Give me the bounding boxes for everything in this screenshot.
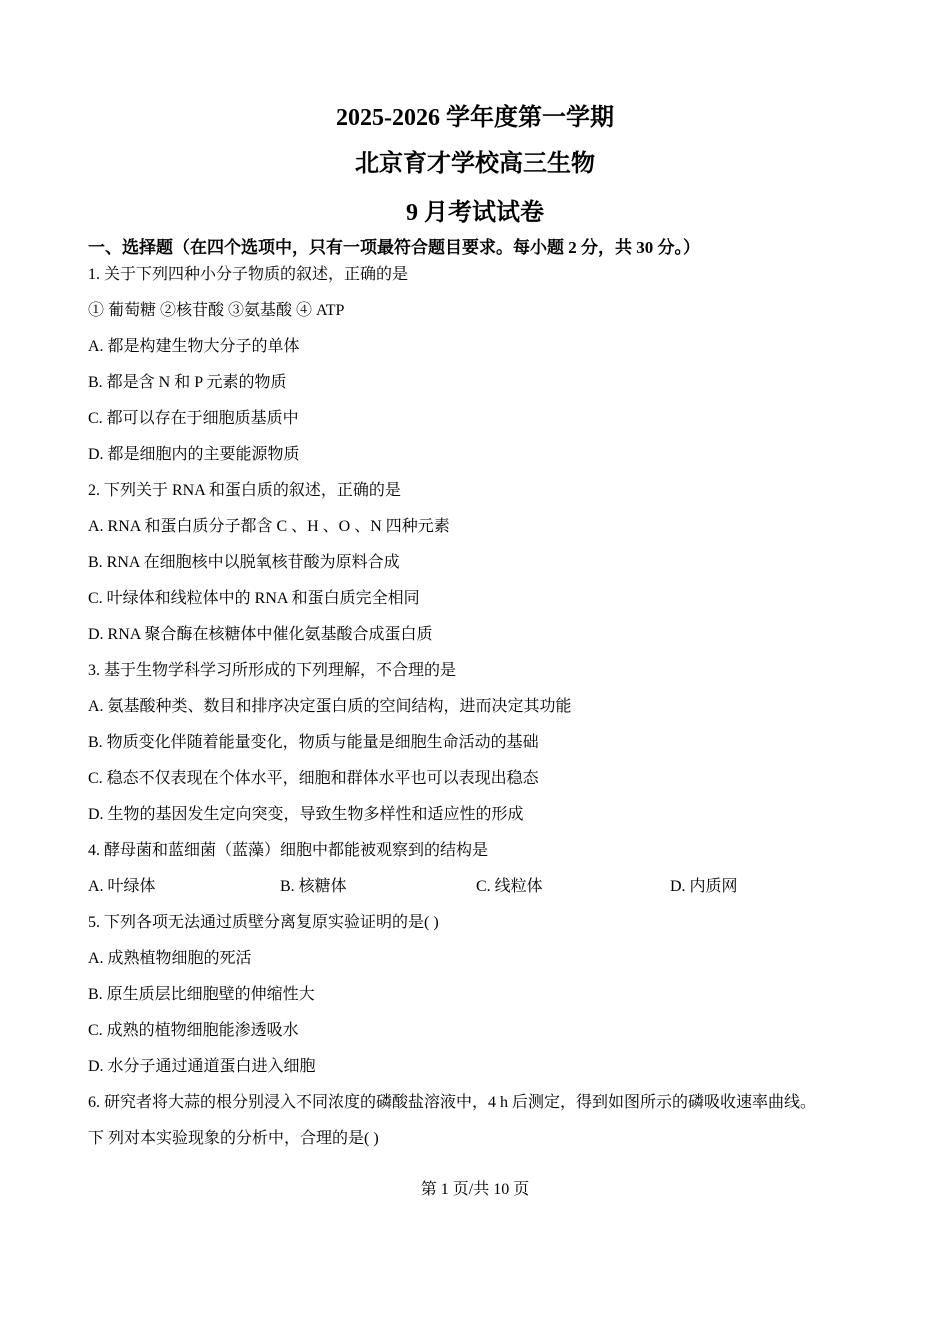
- text-line: B. 都是含 N 和 P 元素的物质: [88, 374, 287, 391]
- text-line: D. 水分子通过通道蛋白进入细胞: [88, 1058, 316, 1075]
- questions: [88, 257, 816, 1157]
- q4-option-d: D. 内质网: [670, 878, 738, 895]
- text-line: 1. 关于下列四种小分子物质的叙述，正确的是: [88, 266, 409, 283]
- q4-option-c: C. 线粒体: [476, 878, 543, 895]
- q4-option-a: A. 叶绿体: [88, 878, 156, 895]
- text-line: ① 葡萄糖 ②核苷酸 ③氨基酸 ④ ATP: [88, 302, 345, 319]
- text-line: 下 列对本实验现象的分析中，合理的是( ): [88, 1130, 379, 1147]
- q4-options: [88, 869, 816, 905]
- text-line: C. 稳态不仅表现在个体水平，细胞和群体水平也可以表现出稳态: [88, 770, 539, 787]
- text-line: 6. 研究者将大蒜的根分别浸入不同浓度的磷酸盐溶液中，4 h 后测定，得到如图所示的磷吸收速率曲线。: [88, 1094, 817, 1111]
- text-line: A. 都是构建生物大分子的单体: [88, 338, 300, 355]
- text-line: 5. 下列各项无法通过质壁分离复原实验证明的是( ): [88, 914, 439, 931]
- text-line: C. 都可以存在于细胞质基质中: [88, 410, 299, 427]
- text-line: C. 成熟的植物细胞能渗透吸水: [88, 1022, 299, 1039]
- text-line: A. RNA 和蛋白质分子都含 C 、H 、O 、N 四种元素: [88, 518, 450, 535]
- text-line: 3. 基于生物学科学习所形成的下列理解，不合理的是: [88, 662, 457, 679]
- text-line: B. 原生质层比细胞壁的伸缩性大: [88, 986, 315, 1003]
- page-footer: 第 1 页/共 10 页: [420, 1181, 530, 1198]
- text-line: D. 生物的基因发生定向突变，导致生物多样性和适应性的形成: [88, 806, 524, 823]
- text-line: D. RNA 聚合酶在核糖体中催化氨基酸合成蛋白质: [88, 626, 433, 643]
- title-line-3: 9 月考试试卷: [406, 200, 544, 226]
- text-line: C. 叶绿体和线粒体中的 RNA 和蛋白质完全相同: [88, 590, 420, 607]
- q4-option-b: B. 核糖体: [280, 878, 347, 895]
- text-line: A. 氨基酸种类、数目和排序决定蛋白质的空间结构，进而决定其功能: [88, 698, 572, 715]
- title-line-1: 2025-2026 学年度第一学期: [336, 105, 614, 131]
- text-line: 2. 下列关于 RNA 和蛋白质的叙述，正确的是: [88, 482, 401, 499]
- text-line: B. 物质变化伴随着能量变化，物质与能量是细胞生命活动的基础: [88, 734, 539, 751]
- text-line: 4. 酵母菌和蓝细菌（蓝藻）细胞中都能被观察到的结构是: [88, 842, 489, 859]
- text-line: B. RNA 在细胞核中以脱氧核苷酸为原料合成: [88, 554, 400, 571]
- text-line: D. 都是细胞内的主要能源物质: [88, 446, 300, 463]
- title-line-2: 北京育才学校高三生物: [355, 151, 595, 177]
- text-line: A. 成熟植物细胞的死活: [88, 950, 252, 967]
- section-heading: 一、选择题（在四个选项中，只有一项最符合题目要求。每小题 2 分，共 30 分。）: [88, 238, 700, 257]
